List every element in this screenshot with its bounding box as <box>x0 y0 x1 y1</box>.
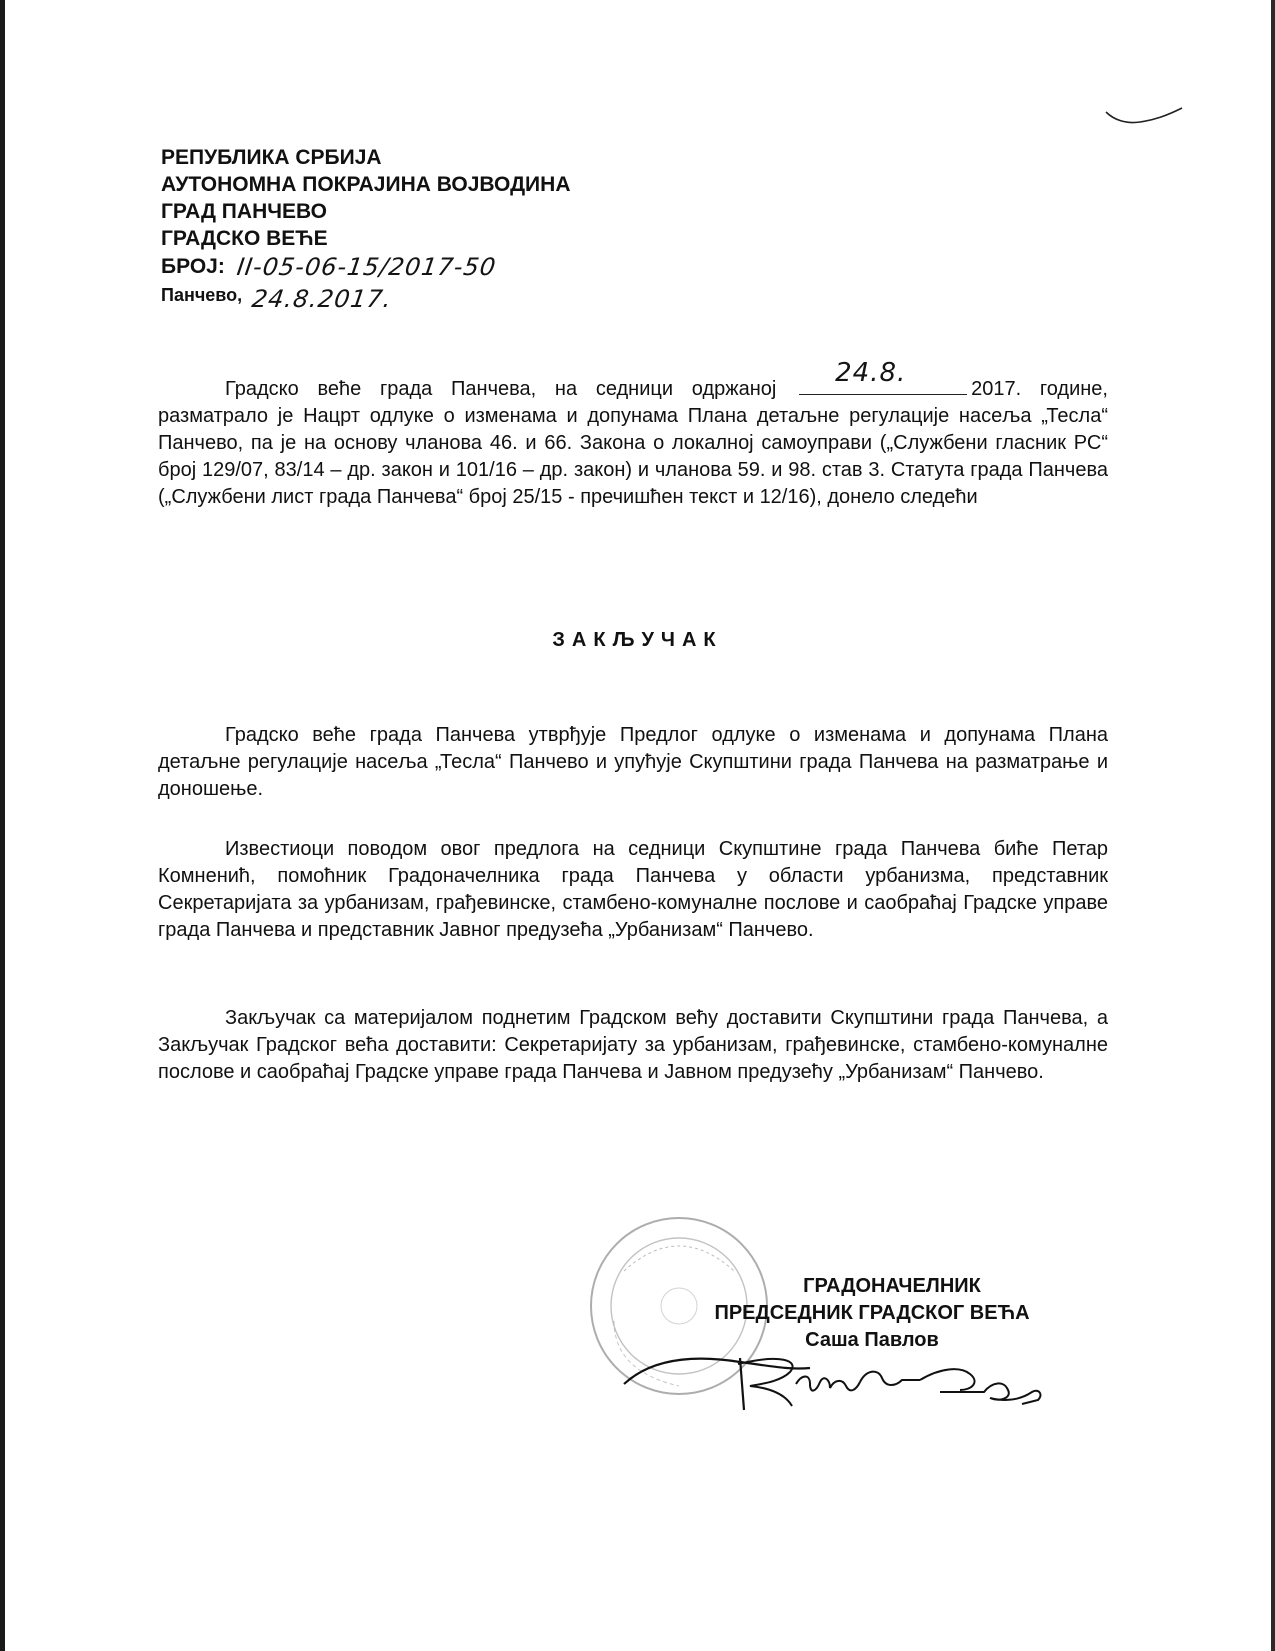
intro-first-line <box>158 358 1108 403</box>
handwritten-date: 24.8.2017. <box>250 285 394 313</box>
paragraph-3-text: Закључак са материјалом поднетим Градском већу доставити Скупштини града Панчева, а Закључак Градског већа доставити: Секретаријату за урбанизам, грађевинске, стамбено-комуналне послове и саобраћај Градске управе града Панчева и Јавном предузећу „Урбанизам“ Панчево. <box>158 1007 1108 1083</box>
signatory-role-president: ПРЕДСЕДНИК ГРАДСКОГ ВЕЋА <box>714 1302 1030 1324</box>
corner-pen-mark <box>1104 106 1184 130</box>
intro-rest: разматрало је Нацрт одлуке о изменама и допунама Плана детаљне регулације насеља „Тесла“ Панчево, па је на основу чланова 46. и 66. Закона о локалној самоуправи („Службени гласник РС“ број 129/07, 83/14 – др. закон и 101/16 – др. закон) и чланова 59. и 98. став 3. Статута града Панчева („Службени лист града Панчева“ број 25/15 - пречишћен текст и 12/16), донело следећи <box>158 405 1108 508</box>
header-date-row <box>161 280 570 313</box>
header-number-row <box>161 252 570 280</box>
intro-part1: Градско веће града Панчева, на седници одржаној <box>225 378 777 400</box>
intro-paragraph <box>158 358 1108 511</box>
header-country: РЕПУБЛИКА СРБИЈА <box>161 146 382 169</box>
header-city: ГРАД ПАНЧЕВО <box>161 200 327 223</box>
handwritten-signature-icon <box>620 1340 1050 1420</box>
paragraph-1-text: Градско веће града Панчева утврђује Предлог одлуке о изменама и допунама Плана детаљне регулације насеља „Тесла“ Панчево и упућује Скупштини града Панчева на разматрање и доношење. <box>158 724 1108 800</box>
session-date-blank <box>799 358 967 395</box>
signatory-role-mayor: ГРАДОНАЧЕЛНИК <box>803 1275 981 1297</box>
paragraph-3 <box>158 1005 1108 1086</box>
header-province: АУТОНОМНА ПОКРАЈИНА ВОЈВОДИНА <box>161 173 571 196</box>
paragraph-1 <box>158 722 1108 803</box>
paragraph-2-text: Известиоци поводом овог предлога на седници Скупштине града Панчева биће Петар Комненић, помоћник Градоначелника града Панчева у области урбанизма, представник Секретаријата за урбанизам, грађевинске, стамбено-комуналне послове и саобраћај Градске управе града Панчева и представник Јавног предузећа „Урбанизам“ Панчево. <box>158 838 1108 941</box>
handwritten-number: II-05-06-15/2017-50 <box>234 253 498 281</box>
document-title: ЗАКЉУЧАК <box>552 629 723 651</box>
signatory-name: Саша Павлов <box>805 1329 939 1351</box>
place-label: Панчево, <box>161 285 243 305</box>
scan-edge-right <box>1271 0 1275 1651</box>
paragraph-2 <box>158 836 1108 944</box>
header-council: ГРАДСКО ВЕЋЕ <box>161 227 328 250</box>
handwritten-session-date: 24.8. <box>835 358 907 388</box>
number-label: БРОЈ: <box>161 255 225 278</box>
scan-edge-left <box>0 0 5 1651</box>
document-header <box>161 144 571 313</box>
intro-part2: 2017. године, <box>971 378 1108 400</box>
